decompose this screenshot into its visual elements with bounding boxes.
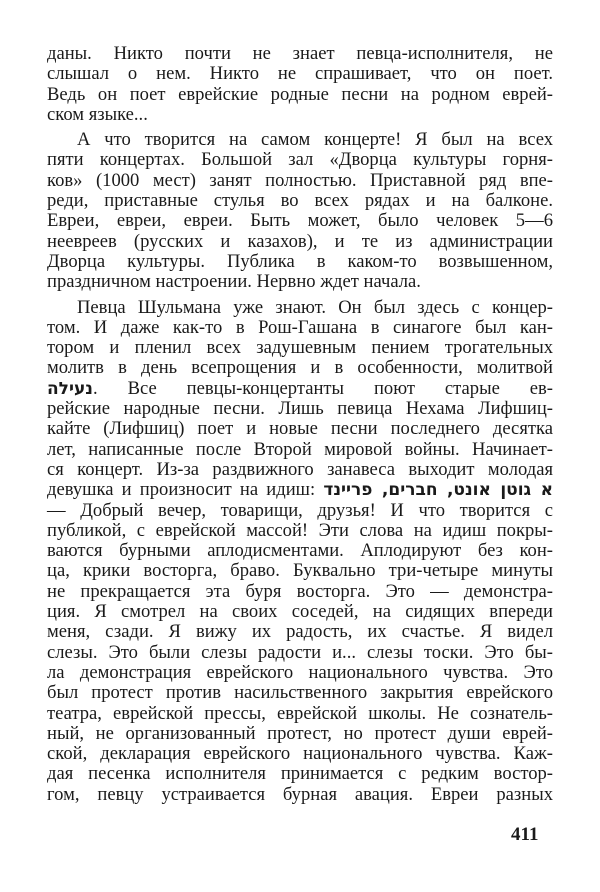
text-line: молитв в день всепрощения и в особенности, молитвой — [47, 357, 553, 379]
text-line: был протест против насильственного закрытия еврейского — [47, 682, 553, 704]
text-line: меня, сзади. Я вижу их радость, их счастье. Я видел — [47, 621, 553, 643]
text-line: Дворца культуры. Публика в каком-то возвышенном, — [47, 250, 553, 272]
text-line: ся концерт. Из-за раздвижного занавеса выходит молодая — [47, 458, 553, 480]
text-line: пяти концертах. Большой зал «Дворца культуры горня- — [47, 149, 553, 171]
text-line: А что творится на самом концерте! Я был на всех — [77, 129, 553, 151]
text-line: публикой, с еврейской массой! Эти слова на идиш покры- — [47, 519, 553, 541]
text-line: неевреев (русских и казахов), и те из администрации — [47, 230, 553, 252]
text-line: ской, декларация еврейского национального чувства. Каж- — [47, 743, 553, 765]
text-line: гом, певцу устраивается бурная авация. Евреи разных — [47, 783, 553, 805]
text-line: ла демонстрация еврейского национального чувства. Это — [47, 661, 553, 683]
text-line: том. И даже как-то в Рош-Гашана в синагоге был кан- — [47, 316, 553, 338]
text-line: ков» (1000 мест) занят полностью. Приставной ряд впе- — [47, 169, 553, 191]
page-body — [47, 44, 553, 810]
text-line: рейские народные песни. Лишь певица Нехама Лифшиц- — [47, 398, 553, 420]
text-line: слезы. Это были слезы радости и... слезы тоски. Это бы- — [47, 641, 553, 663]
text-line: слышал о нем. Никто не спрашивает, что он поет. — [47, 63, 553, 85]
text-line: даны. Никто почти не знает певца-исполнителя, не — [47, 43, 553, 64]
paragraph — [47, 130, 553, 292]
line-text: . Все певцы-концертанты поют старые ев- — [93, 377, 553, 399]
text-line: дая песенка исполнителя принимается с редким востор- — [47, 763, 553, 785]
page-number: 411 — [511, 824, 539, 845]
text-line: реди, приставные стулья во всех рядах и на балконе. — [47, 190, 553, 212]
hebrew-phrase: א גוטן אונט, חברים, פריינד — [323, 480, 553, 501]
text-line — [47, 480, 553, 500]
text-line: праздничном настроении. Нервно ждет начала. — [47, 271, 421, 293]
text-line: тором и пленил всех задушевным пением трогательных — [47, 337, 553, 359]
line-text: девушка и произносит на идиш: — [47, 479, 316, 501]
text-line: не прекращается эта буря восторга. Это — демонстра- — [47, 580, 553, 602]
text-line: ском языке... — [47, 103, 148, 125]
text-line: ция. Я смотрел на своих соседей, на сидящих впереди — [47, 601, 553, 623]
paragraph — [47, 44, 553, 125]
text-line: лет, написанные после Второй мировой войны. Начинает- — [47, 438, 553, 460]
text-line — [47, 379, 553, 399]
text-line: ца, крики восторга, браво. Буквально три-четыре минуты — [47, 560, 553, 582]
text-line: кайте (Лифшиц) поет и новые песни последнего десятка — [47, 418, 553, 440]
text-line: ный, не организованный протест, но протест души еврей- — [47, 722, 553, 744]
paragraph — [47, 298, 553, 805]
hebrew-word: נעילה — [47, 378, 93, 399]
text-line: — Добрый вечер, товарищи, друзья! И что творится с — [47, 499, 553, 521]
text-line: Певца Шульмана уже знают. Он был здесь с концер- — [77, 296, 553, 318]
text-line: ваются бурными аплодисментами. Аплодируют без кон- — [47, 540, 553, 562]
text-line: Евреи, евреи, евреи. Быть может, было человек 5—6 — [47, 210, 553, 232]
text-line: Ведь он поет еврейские родные песни на родном еврей- — [47, 83, 553, 105]
text-line: театра, еврейской прессы, еврейской школы. Не сознатель- — [47, 702, 553, 724]
